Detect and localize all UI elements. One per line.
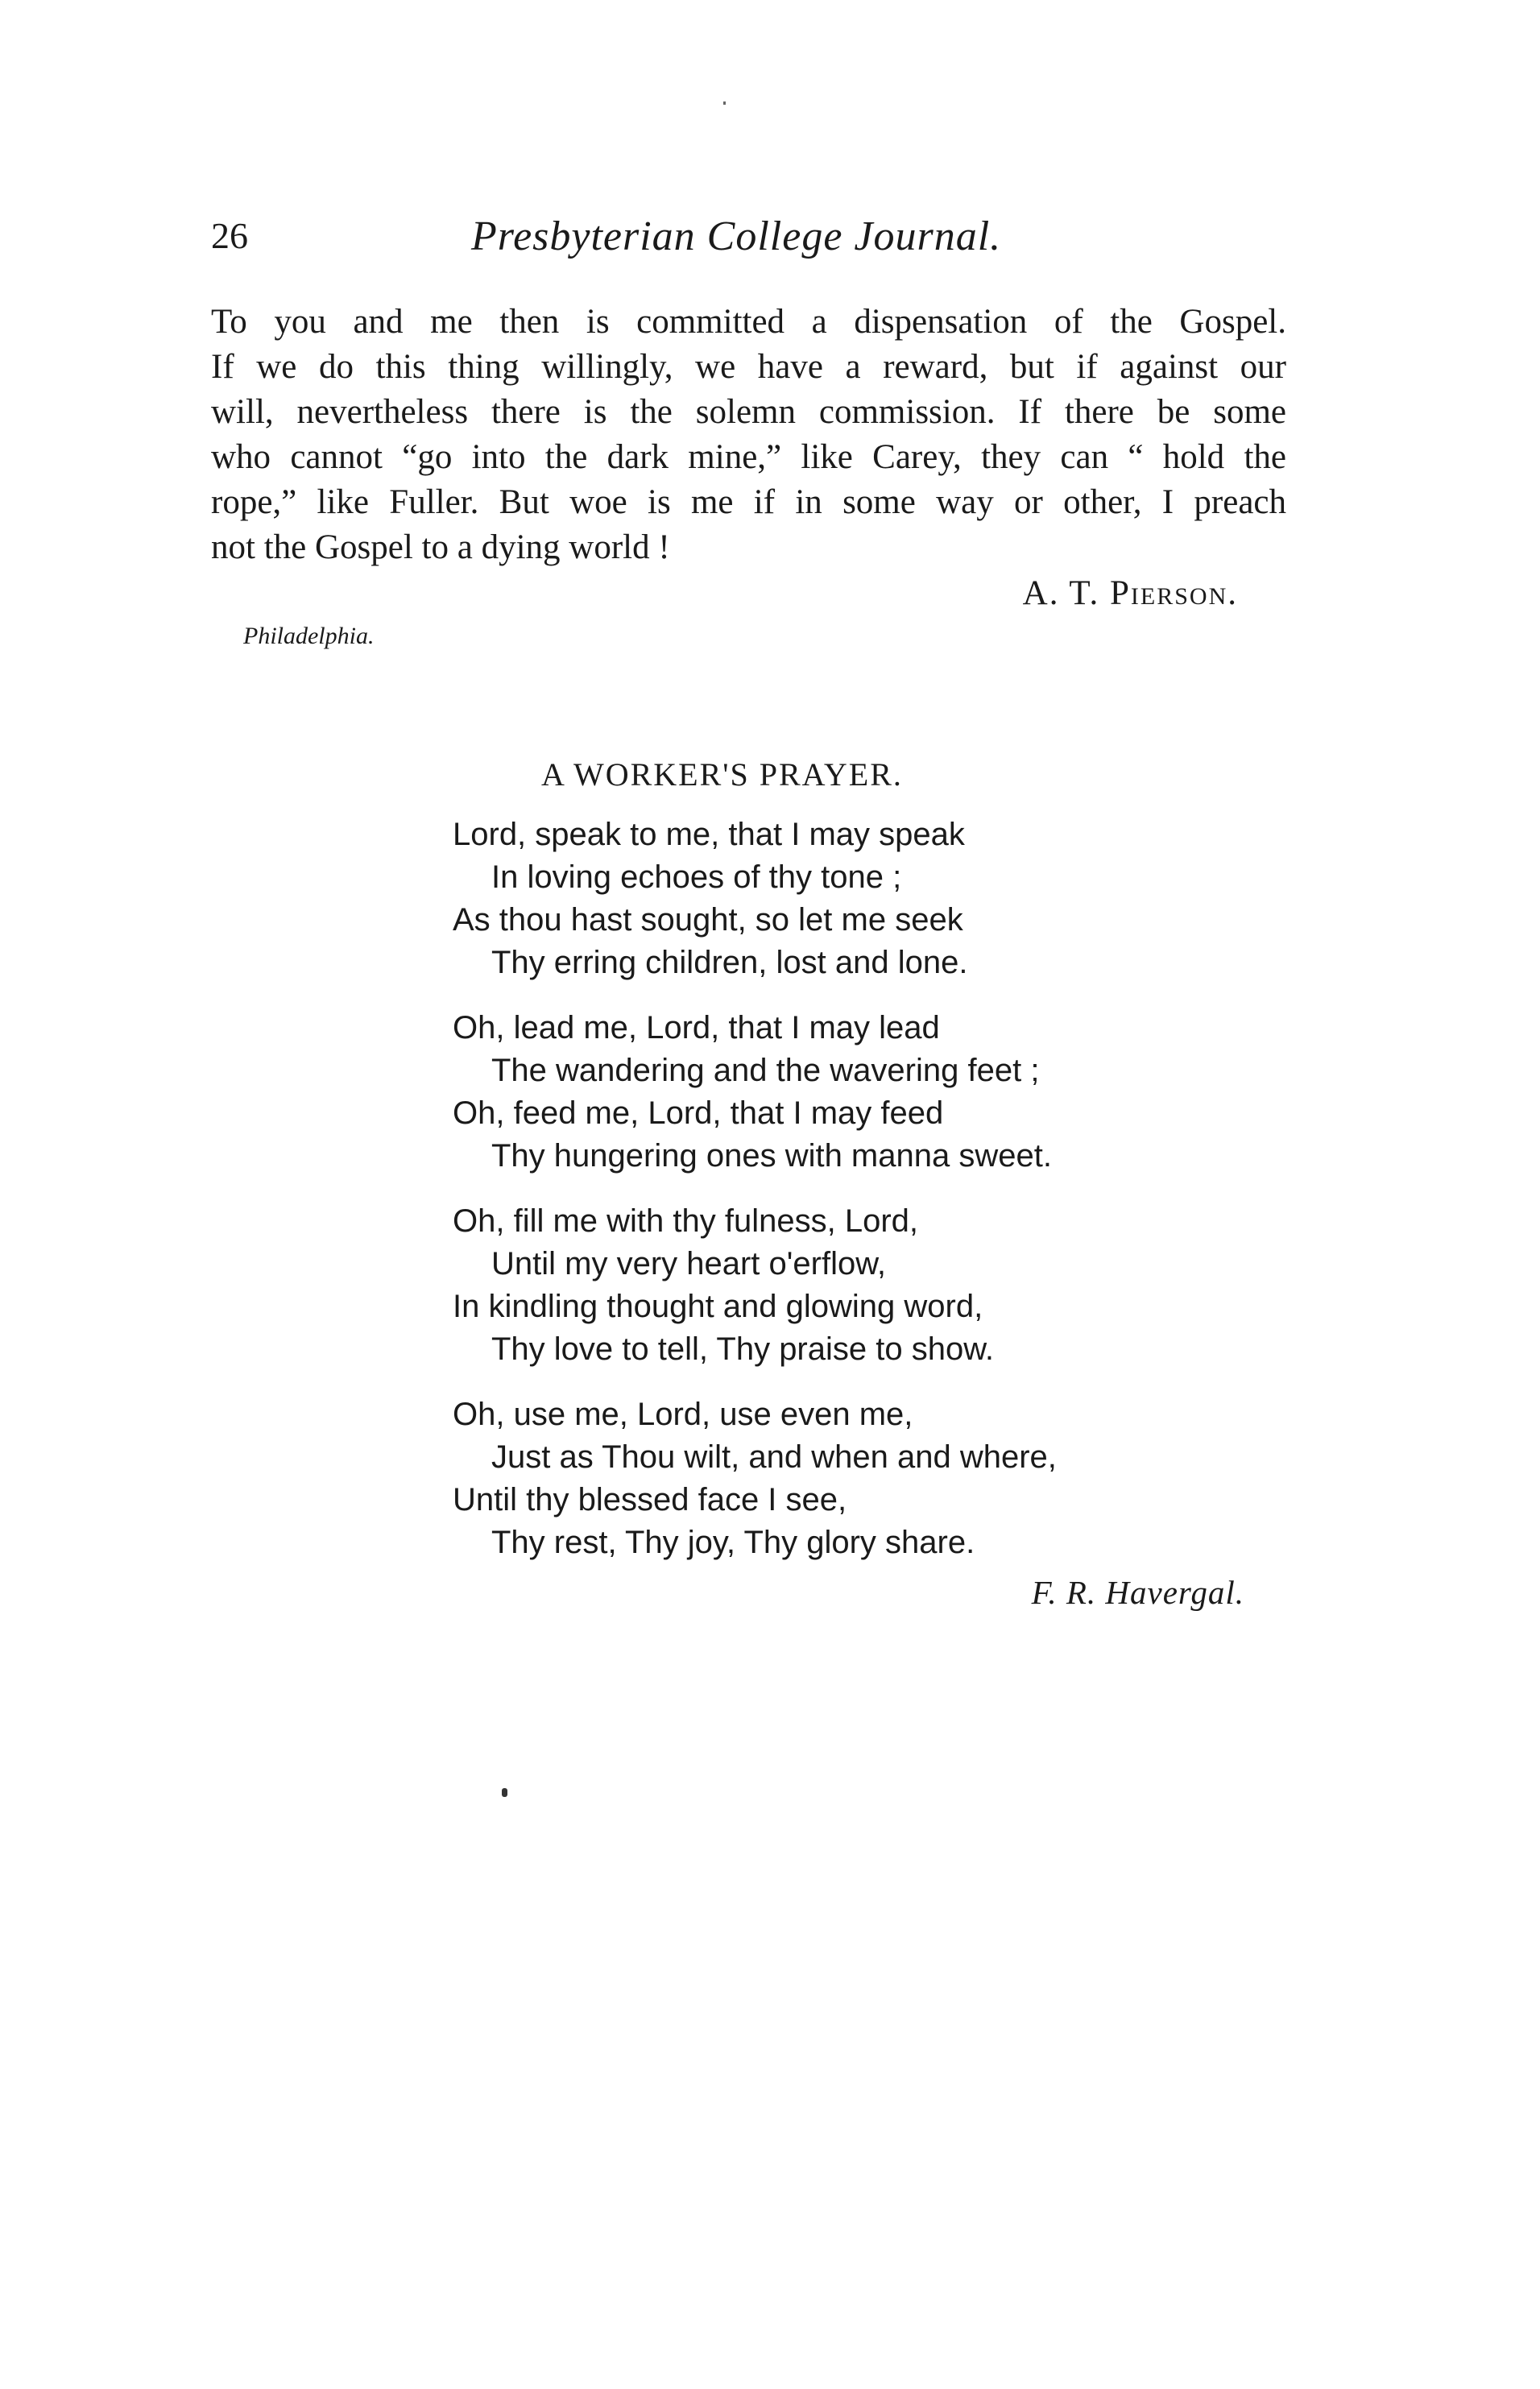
print-speck: [502, 1788, 507, 1797]
stanza: [453, 1007, 1057, 1178]
verse-line: Until my very heart o'erflow,: [491, 1246, 887, 1281]
verse-line: Oh, feed me, Lord, that I may feed: [453, 1095, 944, 1131]
paragraph-line: If we do this thing willingly, we have a reward, but if against our: [211, 348, 1286, 386]
page-number: 26: [211, 215, 248, 256]
running-title: Presbyterian College Journal.: [471, 213, 1002, 259]
verse-line: Until thy blessed face I see,: [453, 1482, 847, 1517]
article-paragraph: [211, 300, 1286, 570]
verse-line: The wandering and the wavering feet ;: [491, 1053, 1040, 1088]
dateline-place: Philadelphia.: [243, 623, 375, 649]
paragraph-line: rope,” like Fuller. But woe is me if in some way or other, I preach: [211, 483, 1286, 521]
stanza: [453, 814, 1057, 984]
verse-line: Oh, lead me, Lord, that I may lead: [453, 1010, 940, 1045]
stanza: [453, 1200, 1057, 1371]
paragraph-line: not the Gospel to a dying world !: [211, 528, 670, 566]
paragraph-line: will, nevertheless there is the solemn commission. If there be some: [211, 393, 1286, 431]
verse-line: Thy erring children, lost and lone.: [491, 945, 968, 980]
poem-body: [453, 814, 1057, 1587]
verse-line: Thy love to tell, Thy praise to show.: [491, 1331, 995, 1367]
verse-line: In loving echoes of thy tone ;: [491, 859, 902, 895]
verse-line: In kindling thought and glowing word,: [453, 1289, 983, 1324]
signature-surname: ierson.: [1130, 574, 1238, 612]
signature-initials: A. T. P: [1022, 574, 1131, 612]
paragraph-line: who cannot “go into the dark mine,” like Carey, they can “ hold the: [211, 438, 1286, 476]
paragraph-line: To you and me then is committed a dispensation of the Gospel.: [211, 303, 1286, 341]
poem-author: F. R. Havergal.: [1031, 1574, 1244, 1611]
verse-line: Oh, fill me with thy fulness, Lord,: [453, 1203, 919, 1239]
verse-line: Thy hungering ones with manna sweet.: [491, 1138, 1052, 1174]
verse-line: As thou hast sought, so let me seek: [453, 902, 963, 938]
print-speck: [723, 101, 726, 105]
verse-line: Thy rest, Thy joy, Thy glory share.: [491, 1525, 975, 1560]
verse-line: Lord, speak to me, that I may speak: [453, 817, 965, 852]
poem-title: A WORKER'S PRAYER.: [541, 756, 903, 793]
verse-line: Just as Thou wilt, and when and where,: [491, 1439, 1057, 1475]
verse-line: Oh, use me, Lord, use even me,: [453, 1397, 913, 1432]
stanza: [453, 1393, 1057, 1564]
article-signature: [1023, 573, 1238, 613]
